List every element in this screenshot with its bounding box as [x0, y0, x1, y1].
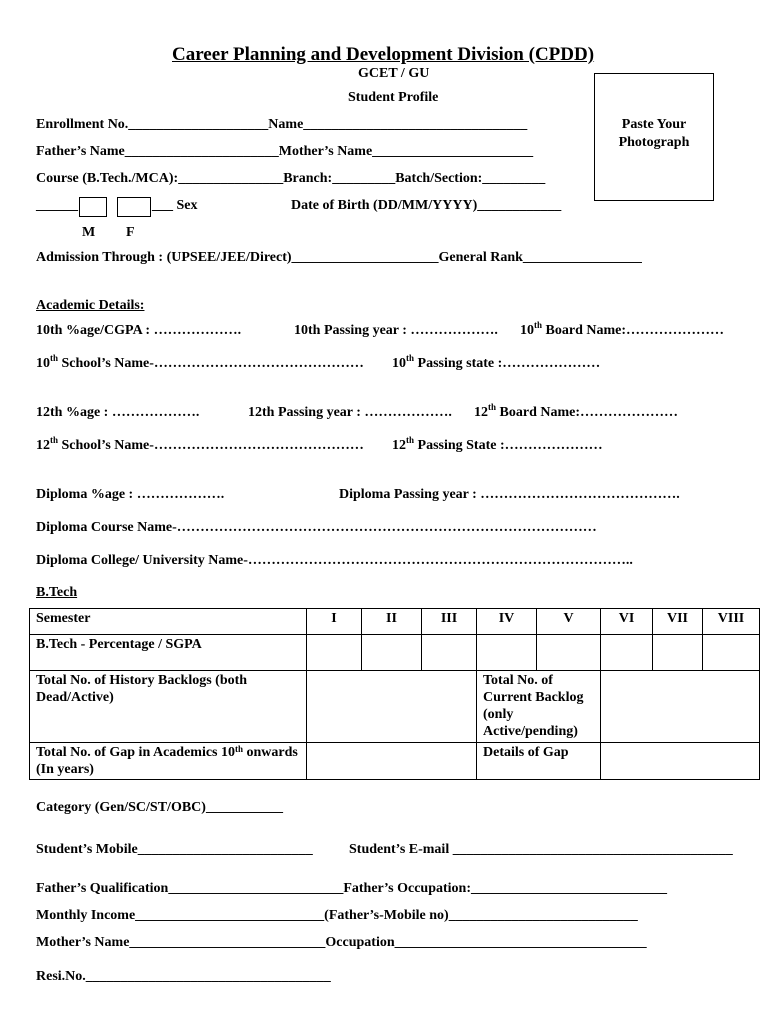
- twelfth-school-num: 12: [36, 438, 50, 453]
- sgpa-cell-sem6[interactable]: [601, 635, 653, 671]
- sgpa-cell-sem5[interactable]: [537, 635, 601, 671]
- diploma-course-field[interactable]: Diploma Course Name-………………………………………………………………………………: [36, 520, 597, 535]
- tenth-board-sup: th: [534, 320, 543, 330]
- mother-name-occupation-field[interactable]: Mother’s Name____________________________Occupation____________________________________: [36, 935, 647, 950]
- sex-label: ___ Sex: [152, 198, 198, 213]
- academic-heading: Academic Details:: [36, 298, 145, 313]
- twelfth-state-text: Passing State :…………………: [414, 438, 603, 453]
- twelfth-board-sup: th: [488, 402, 497, 412]
- gap-label-sup: th: [235, 744, 244, 754]
- tenth-board-field[interactable]: [520, 320, 725, 339]
- sgpa-cell-sem1[interactable]: [307, 635, 362, 671]
- semester-header-row: [30, 609, 760, 635]
- course-branch-batch-field[interactable]: Course (B.Tech./MCA):_______________Branch:_________Batch/Section:_________: [36, 171, 546, 186]
- sgpa-cell-sem3[interactable]: [422, 635, 477, 671]
- dob-field[interactable]: Date of Birth (DD/MM/YYYY)____________: [291, 198, 562, 213]
- twelfth-state-num: 12: [392, 438, 406, 453]
- twelfth-board-text: Board Name:…………………: [496, 405, 679, 420]
- gap-label-rest: onwards (In years): [36, 745, 298, 777]
- twelfth-board-num: 12: [474, 405, 488, 420]
- history-backlog-label: Total No. of History Backlogs (both Dead/Active): [30, 671, 307, 743]
- form-title: Career Planning and Development Division (CPDD): [172, 44, 595, 65]
- photo-box[interactable]: [594, 73, 714, 201]
- semester-header-cell: VI: [601, 609, 653, 635]
- income-father-mobile-field[interactable]: Monthly Income___________________________(Father’s-Mobile no)___________________________: [36, 908, 638, 923]
- gap-years-cell[interactable]: [307, 743, 477, 780]
- resi-no-field[interactable]: Resi.No.___________________________________: [36, 969, 331, 984]
- tenth-school-field[interactable]: [36, 353, 364, 372]
- semester-header-cell: I: [307, 609, 362, 635]
- twelfth-school-sup: th: [50, 435, 59, 445]
- tenth-school-sup: th: [50, 353, 59, 363]
- gap-row: [30, 743, 760, 780]
- photo-label-line1: Paste Your: [621, 117, 687, 132]
- sgpa-row: [30, 635, 760, 671]
- twelfth-age-field[interactable]: 12th %age : ……………….: [36, 405, 200, 420]
- sex-male-checkbox[interactable]: [79, 197, 107, 217]
- tenth-school-text: School’s Name-………………………………………: [58, 356, 364, 371]
- student-mobile-field[interactable]: Student’s Mobile_________________________: [36, 842, 313, 857]
- sex-lead-line: ______: [36, 198, 78, 213]
- sgpa-cell-sem4[interactable]: [477, 635, 537, 671]
- gap-details-cell[interactable]: [601, 743, 760, 780]
- tenth-state-num: 10: [392, 356, 406, 371]
- semester-label: Semester: [30, 609, 307, 635]
- sex-male-label: M: [82, 225, 96, 240]
- semester-header-cell: V: [537, 609, 601, 635]
- semester-header-cell: III: [422, 609, 477, 635]
- photo-label-line2: Photograph: [618, 135, 690, 150]
- btech-heading: B.Tech: [36, 585, 78, 600]
- sgpa-cell-sem2[interactable]: [362, 635, 422, 671]
- tenth-school-num: 10: [36, 356, 50, 371]
- sex-female-checkbox[interactable]: [117, 197, 151, 217]
- tenth-cgpa-field[interactable]: 10th %age/CGPA : ……………….: [36, 323, 242, 338]
- semester-header-cell: II: [362, 609, 422, 635]
- current-backlog-label: Total No. of Current Backlog (only Active/pending): [477, 671, 601, 743]
- tenth-state-sup: th: [406, 353, 415, 363]
- gap-details-label: Details of Gap: [477, 743, 601, 780]
- tenth-board-num: 10: [520, 323, 534, 338]
- semester-header-cell: VIII: [703, 609, 760, 635]
- tenth-year-field[interactable]: 10th Passing year : ……………….: [294, 323, 498, 338]
- btech-table: [29, 608, 760, 780]
- history-backlog-cell[interactable]: [307, 671, 477, 743]
- semester-header-cell: IV: [477, 609, 537, 635]
- tenth-state-field[interactable]: [392, 353, 601, 372]
- diploma-age-field[interactable]: Diploma %age : ……………….: [36, 487, 225, 502]
- admission-rank-field[interactable]: Admission Through : (UPSEE/JEE/Direct)_____________________General Rank_________________: [36, 250, 642, 265]
- twelfth-board-field[interactable]: [474, 402, 679, 421]
- category-field[interactable]: Category (Gen/SC/ST/OBC)___________: [36, 800, 283, 815]
- form-name: Student Profile: [348, 90, 439, 105]
- father-mother-name-field[interactable]: Father’s Name______________________Mother’s Name_______________________: [36, 144, 534, 159]
- backlog-row: [30, 671, 760, 743]
- twelfth-school-text: School’s Name-………………………………………: [58, 438, 364, 453]
- twelfth-state-field[interactable]: [392, 435, 603, 454]
- sgpa-cell-sem7[interactable]: [653, 635, 703, 671]
- gap-label-text: Total No. of Gap in Academics 10: [36, 745, 235, 760]
- diploma-year-field[interactable]: Diploma Passing year : …………………………………….: [339, 487, 680, 502]
- semester-header-cell: VII: [653, 609, 703, 635]
- father-qualification-occupation-field[interactable]: Father’s Qualification_________________________Father’s Occupation:____________________________: [36, 881, 667, 896]
- twelfth-school-field[interactable]: [36, 435, 364, 454]
- institute-name: GCET / GU: [358, 66, 430, 81]
- current-backlog-cell[interactable]: [601, 671, 760, 743]
- diploma-college-field[interactable]: Diploma College/ University Name-………………………………………………………………………..: [36, 553, 633, 568]
- twelfth-year-field[interactable]: 12th Passing year : ……………….: [248, 405, 452, 420]
- twelfth-state-sup: th: [406, 435, 415, 445]
- gap-label: [30, 743, 307, 780]
- sgpa-cell-sem8[interactable]: [703, 635, 760, 671]
- student-email-field[interactable]: Student’s E-mail ________________________________________: [349, 842, 733, 857]
- enrollment-name-field[interactable]: Enrollment No.____________________Name________________________________: [36, 117, 528, 132]
- tenth-state-text: Passing state :…………………: [414, 356, 601, 371]
- sex-female-label: F: [126, 225, 135, 240]
- tenth-board-text: Board Name:…………………: [542, 323, 725, 338]
- sgpa-label: B.Tech - Percentage / SGPA: [30, 635, 307, 671]
